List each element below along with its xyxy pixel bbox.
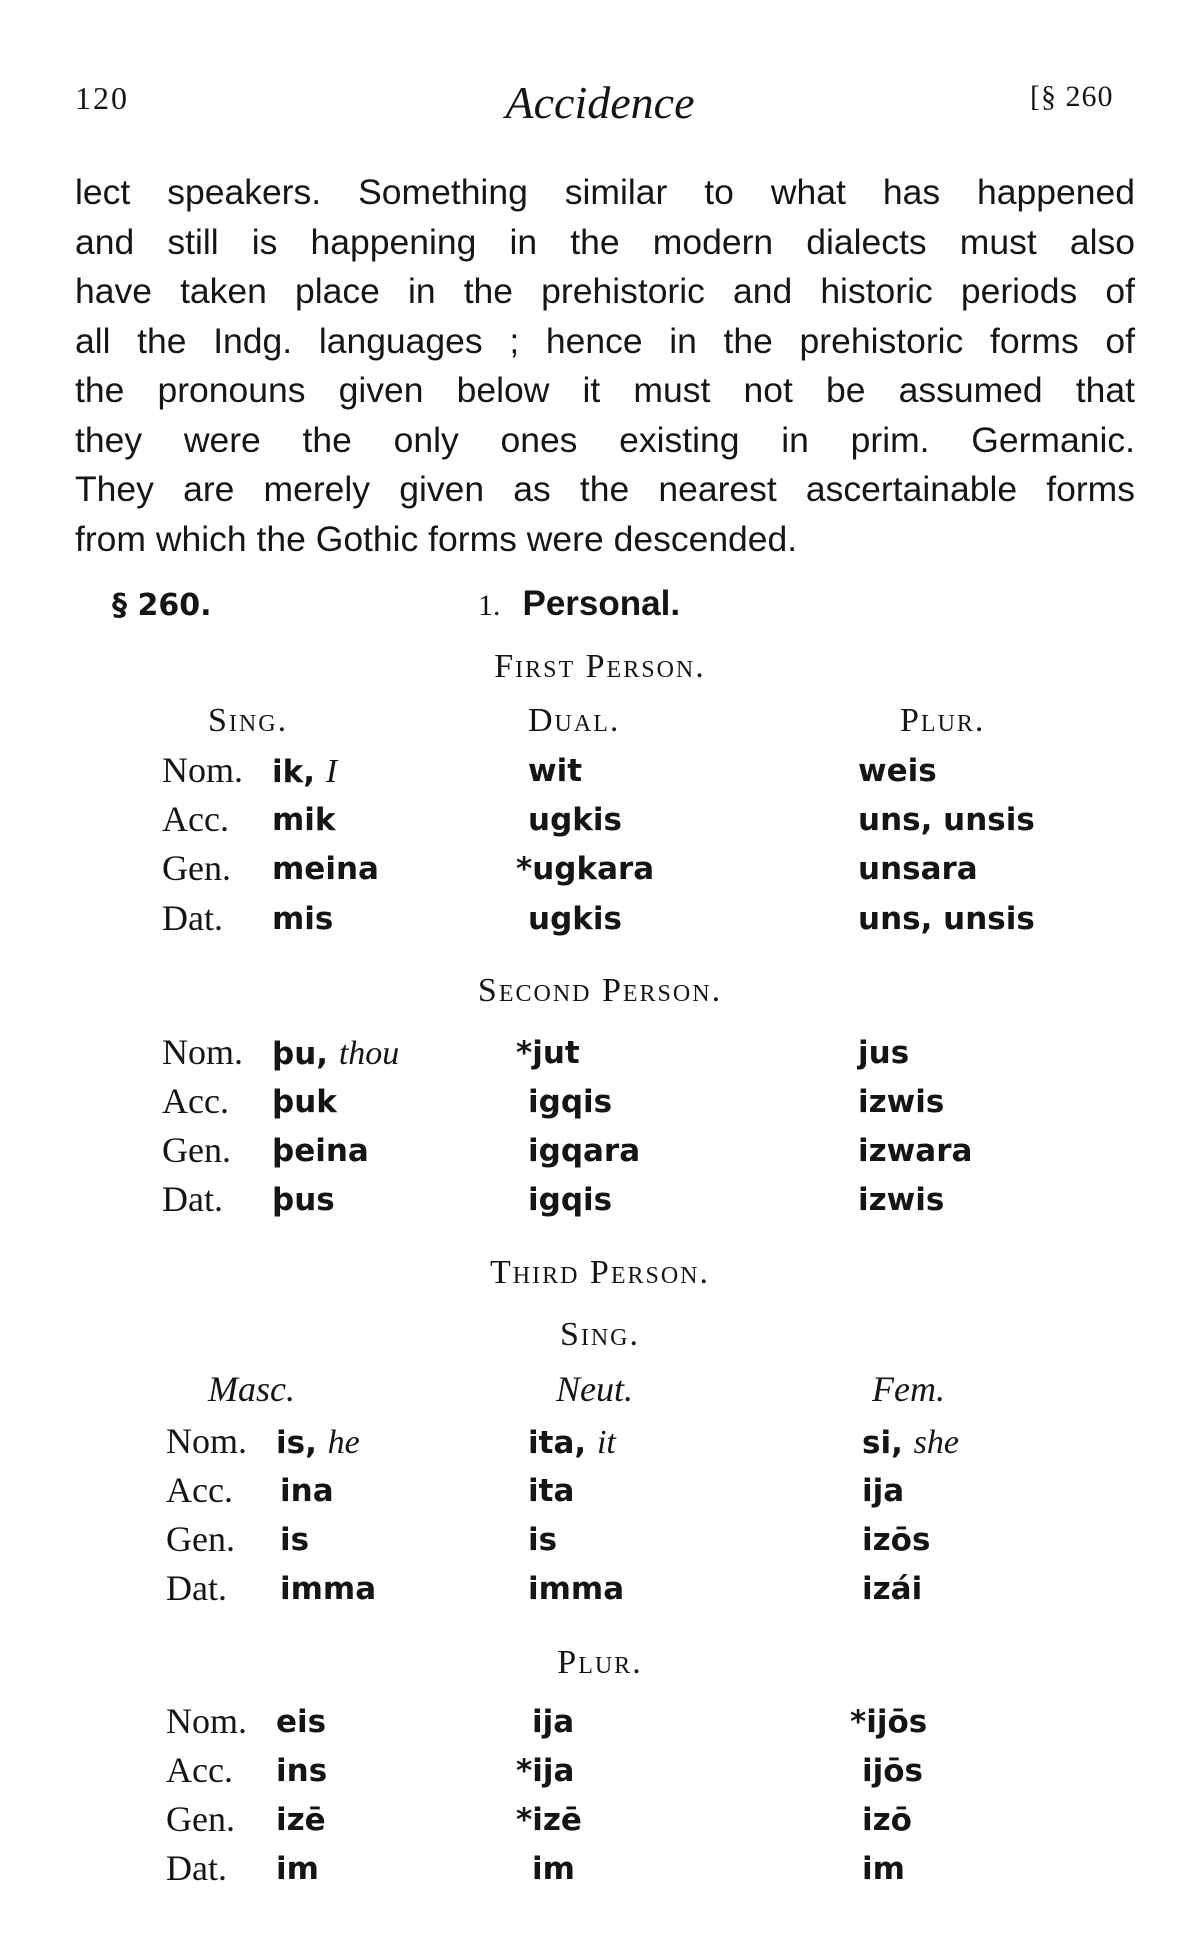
masc-form: imma (280, 1571, 377, 1607)
sing-form: þeina (272, 1133, 369, 1169)
plur-form: uns, unsis (858, 802, 1035, 838)
neut-form: *ija (516, 1753, 575, 1789)
section-number: § 260. (112, 588, 212, 623)
gloss: I (325, 753, 338, 790)
form-text: þu, (272, 1036, 329, 1072)
case-label: Dat. (166, 1848, 227, 1888)
third-person-heading: Third Person. (489, 1254, 711, 1291)
form-text: is, (276, 1425, 317, 1461)
section-reference: [§ 260 (1030, 80, 1114, 113)
plur-form: izwis (858, 1084, 945, 1120)
gloss: it (596, 1424, 616, 1461)
fem-form (862, 1424, 959, 1462)
column-header-neut: Neut. (556, 1369, 633, 1409)
dual-form: igqis (528, 1084, 613, 1120)
case-label: Nom. (162, 750, 243, 790)
dual-form: *ugkara (516, 851, 655, 887)
masc-form: ins (276, 1753, 328, 1789)
case-label: Dat. (166, 1568, 227, 1608)
paragraph-line: from which the Gothic forms were descended. (75, 518, 798, 559)
sing-form (272, 753, 337, 791)
fem-form: *ijōs (850, 1704, 928, 1740)
plur-form: uns, unsis (858, 901, 1035, 937)
paragraph-line: they were the only ones existing in prim. Germanic. (75, 419, 1135, 460)
case-label: Gen. (166, 1799, 235, 1839)
page-number: 120 (75, 80, 129, 116)
dual-form: igqis (528, 1182, 613, 1218)
sing-form: mik (272, 802, 336, 838)
case-label: Gen. (162, 848, 231, 888)
case-label: Dat. (162, 1179, 223, 1219)
dual-form: *jut (516, 1035, 580, 1071)
fem-form: izái (862, 1571, 923, 1607)
form-text: si, (862, 1425, 903, 1461)
intro-paragraph (75, 168, 1135, 564)
plur-form: izwis (858, 1182, 945, 1218)
fem-form: ija (862, 1473, 905, 1509)
masc-form: eis (276, 1704, 327, 1740)
masc-form: im (276, 1851, 319, 1887)
case-label: Nom. (166, 1421, 247, 1461)
plur-form: unsara (858, 851, 978, 887)
masc-form: is (280, 1522, 310, 1558)
case-label: Gen. (166, 1519, 235, 1559)
third-person-plur-heading: Plur. (557, 1644, 643, 1681)
plur-form: weis (858, 753, 937, 789)
case-label: Acc. (166, 1750, 233, 1790)
neut-form: imma (528, 1571, 625, 1607)
fem-form: ijōs (862, 1753, 924, 1789)
form-text: ita, (528, 1425, 587, 1461)
case-label: Dat. (162, 898, 223, 938)
neut-form: is (528, 1522, 558, 1558)
form-text: ik, (272, 754, 316, 790)
sing-form: mis (272, 901, 334, 937)
gloss: thou (338, 1035, 400, 1072)
section-title (478, 584, 680, 624)
sing-form (272, 1035, 399, 1073)
case-label: Gen. (162, 1130, 231, 1170)
sing-form: þuk (272, 1084, 337, 1120)
paragraph-line: lect speakers. Something similar to what has happened (75, 172, 1135, 212)
fem-form: izōs (862, 1522, 931, 1558)
case-label: Acc. (162, 799, 229, 839)
neut-form: im (532, 1851, 575, 1887)
running-title: Accidence (505, 77, 695, 128)
neut-form: ija (532, 1704, 575, 1740)
paragraph-line: the pronouns given below it must not be assumed that (75, 370, 1135, 410)
column-header-dual: Dual. (528, 702, 621, 739)
case-label: Acc. (162, 1081, 229, 1121)
case-label: Nom. (162, 1032, 243, 1072)
column-header-sing: Sing. (208, 702, 289, 739)
neut-form: ita (528, 1473, 575, 1509)
masc-form: izē (276, 1802, 326, 1838)
gloss: he (327, 1424, 360, 1461)
section-roman-numeral: 1. (478, 589, 501, 622)
case-label: Nom. (166, 1701, 247, 1741)
fem-form: izō (862, 1802, 912, 1838)
paragraph-line: They are merely given as the nearest ascertainable forms (75, 469, 1135, 509)
masc-form: ina (280, 1473, 334, 1509)
paragraph-line: and still is happening in the modern dialects must also (75, 221, 1135, 262)
sing-form: þus (272, 1182, 335, 1218)
plur-form: izwara (858, 1133, 973, 1169)
dual-form: wit (528, 753, 583, 789)
sing-form: meina (272, 851, 379, 887)
neut-form: *izē (516, 1802, 582, 1838)
dual-form: ugkis (528, 901, 622, 937)
section-title-text: Personal. (522, 584, 681, 623)
second-person-heading: Second Person. (477, 972, 723, 1009)
case-label: Acc. (166, 1470, 233, 1510)
neut-form (528, 1424, 616, 1462)
dual-form: ugkis (528, 802, 622, 838)
masc-form (276, 1424, 360, 1462)
paragraph-line: have taken place in the prehistoric and historic periods of (75, 271, 1135, 311)
column-header-plur: Plur. (900, 702, 986, 739)
first-person-heading: First Person. (494, 648, 706, 685)
fem-form: im (862, 1851, 905, 1887)
dual-form: igqara (528, 1133, 641, 1169)
column-header-masc: Masc. (208, 1369, 295, 1409)
column-header-fem: Fem. (872, 1369, 945, 1409)
paragraph-line: all the Indg. languages ; hence in the prehistoric forms of (75, 320, 1135, 361)
plur-form: jus (858, 1035, 910, 1071)
gloss: she (913, 1424, 959, 1461)
third-person-sing-heading: Sing. (559, 1316, 641, 1353)
